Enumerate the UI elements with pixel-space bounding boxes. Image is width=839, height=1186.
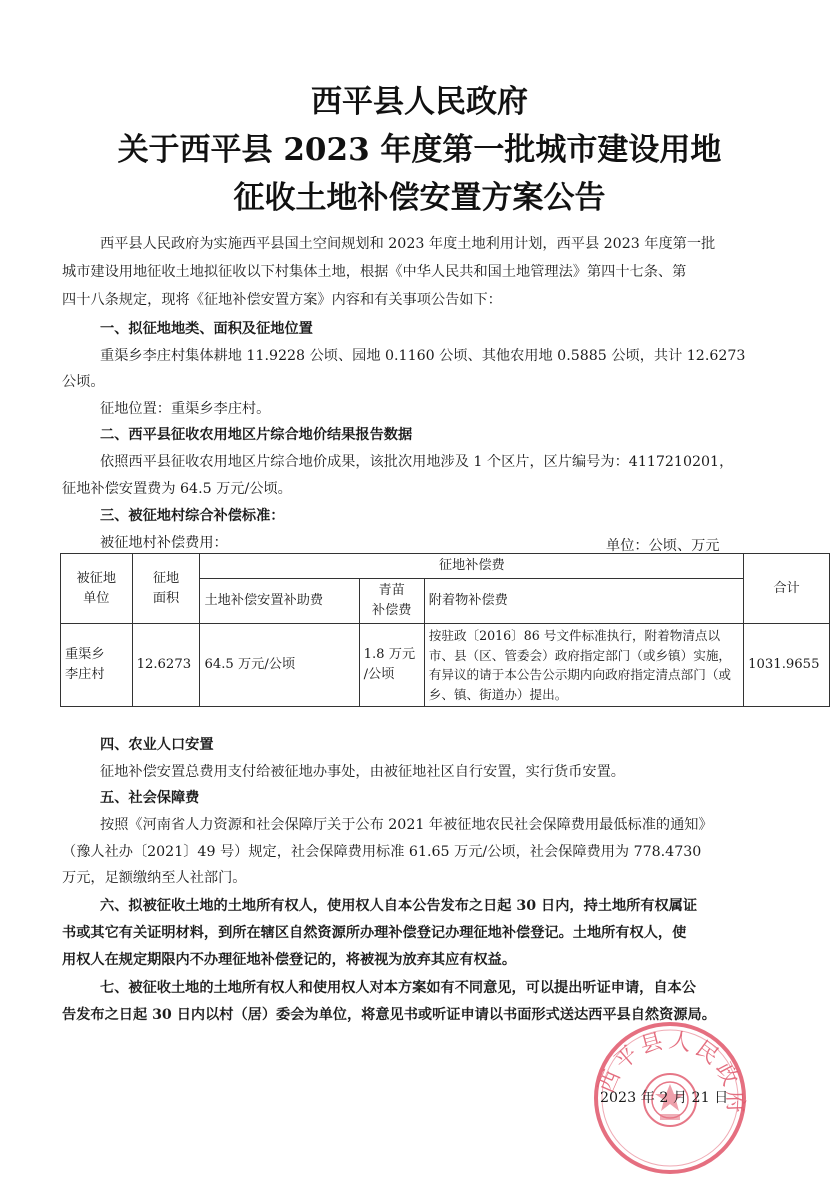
header-area [132, 554, 200, 624]
intro-line-2: 城市建设用地征收土地拟征收以下村集体土地，根据《中华人民共和国土地管理法》第四十七条、第 [62, 264, 687, 280]
section5-line-1: 按照《河南省人力资源和社会保障厅关于公布 2021 年被征地农民社会保障费用最低标准的通知》 [100, 817, 713, 833]
row-land-subsidy: 64.5 万元/公顷 [200, 624, 359, 707]
table-row [61, 624, 830, 707]
header-unit-line-1: 被征地 [76, 570, 117, 586]
section4-heading: 四、农业人口安置 [100, 737, 214, 753]
header-attachment: 附着物补偿费 [424, 579, 743, 624]
section5-line-2: （豫人社办〔2021〕49 号）规定，社会保障费用标准 61.65 万元/公顷，社会保障费用为 778.4730 [62, 844, 702, 860]
header-total: 合计 [744, 554, 830, 624]
header-crop-line-2: 补偿费 [371, 603, 412, 618]
row-unit-line-1: 重渠乡 [65, 647, 105, 662]
header-area-line-1: 征地 [152, 570, 180, 586]
header-crop [359, 579, 424, 624]
table-header-row [61, 554, 830, 579]
header-crop-line-1: 青苗 [378, 583, 405, 598]
issue-date: 2023 年 2 月 21 日 [600, 1090, 729, 1106]
section4-line-1: 征地补偿安置总费用支付给被征地办事处，由被征地社区自行安置，实行货币安置。 [100, 764, 625, 780]
section6-line-1: 六、拟被征收土地的土地所有权人，使用权人自本公告发布之日起 30 日内，持土地所有权属证 [100, 898, 698, 914]
section3-heading: 三、被征地村综合补偿标准： [100, 508, 285, 524]
section5-line-3: 万元，足额缴纳至人社部门。 [62, 870, 247, 886]
row-unit [61, 624, 133, 707]
section2-heading: 二、西平县征收农用地区片综合地价结果报告数据 [100, 427, 413, 443]
section7-line-2: 告发布之日起 30 日内以村（居）委会为单位，将意见书或听证申请以书面形式送达西平县自然资源局。 [62, 1007, 716, 1023]
section7-line-1: 七、被征收土地的土地所有权人和使用权人对本方案如有不同意见，可以提出听证申请，自本公 [100, 980, 696, 996]
section2-line-2: 征地补偿安置费为 64.5 万元/公顷。 [62, 481, 292, 497]
table-unit: 单位：公顷、万元 [606, 538, 720, 554]
row-area: 12.6273 [132, 624, 200, 707]
table-label: 被征地村补偿费用： [100, 535, 228, 551]
compensation-table [60, 553, 830, 707]
row-total: 1031.9655 [744, 624, 830, 707]
intro-line-1: 西平县人民政府为实施西平县国土空间规划和 2023 年度土地利用计划，西平县 2023 年度第一批 [100, 236, 716, 252]
title-line-2: 关于西平县 2023 年度第一批城市建设用地 [117, 132, 722, 168]
seal-text: 西平县人民政府 [594, 1027, 748, 1118]
title-line-1: 西平县人民政府 [311, 84, 528, 120]
section1-line-1: 重渠乡李庄村集体耕地 11.9228 公顷、园地 0.1160 公顷、其他农用地 0.5885 公顷，共计 12.6273 [100, 348, 746, 364]
row-crop-line-2: /公顷 [363, 667, 395, 682]
header-compensation: 征地补偿费 [200, 554, 744, 579]
header-unit [61, 554, 133, 624]
section1-location: 征地位置：重渠乡李庄村。 [100, 401, 271, 417]
title-line-3: 征收土地补偿安置方案公告 [233, 180, 606, 216]
header-unit-line-2: 单位 [83, 590, 110, 606]
row-attachment: 按驻政〔2016〕86 号文件标准执行，附着物清点以市、县（区、管委会）政府指定部门（或乡镇）实施，有异议的请于本公告公示期内向政府指定清点部门（或乡、镇、街道办）提出。 [424, 624, 743, 707]
header-land-subsidy: 土地补偿安置补助费 [200, 579, 359, 624]
row-crop-line-1: 1.8 万元 [363, 647, 416, 662]
header-area-line-2: 面积 [152, 590, 180, 606]
row-crop [359, 624, 424, 707]
intro-line-3: 四十八条规定，现将《征地补偿安置方案》内容和有关事项公告如下： [62, 292, 502, 308]
section6-line-3: 用权人在规定期限内不办理征地补偿登记的，将被视为放弃其应有权益。 [62, 952, 517, 968]
section5-heading: 五、社会保障费 [100, 790, 200, 806]
section1-heading: 一、拟征地地类、面积及征地位置 [100, 321, 313, 337]
row-unit-line-2: 李庄村 [65, 667, 105, 682]
section2-line-1: 依照西平县征收农用地区片综合地价成果，该批次用地涉及 1 个区片，区片编号为：4117210201， [100, 454, 734, 470]
section1-line-2: 公顷。 [62, 374, 105, 390]
section6-line-2: 书或其它有关证明材料，到所在辖区自然资源所办理补偿登记办理征地补偿登记。土地所有权人，使 [62, 925, 687, 941]
